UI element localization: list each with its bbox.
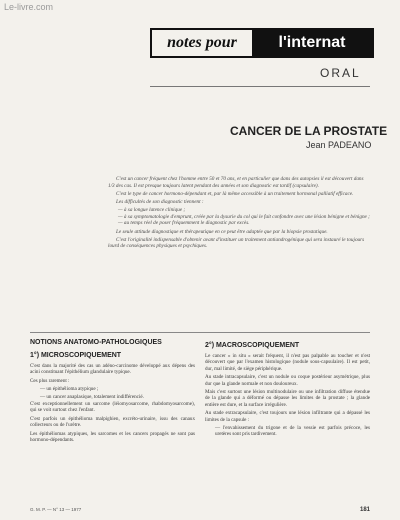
section-heading: NOTIONS ANATOMO-PATHOLOGIQUES xyxy=(30,339,162,346)
left-column xyxy=(30,338,195,445)
subsection-heading: 1°) MICROSCOPIQUEMENT xyxy=(30,352,122,359)
footer-source: G. M. P. — N° 13 — 1977 xyxy=(30,507,82,512)
body-paragraph: Ces plus rarement : xyxy=(30,377,70,384)
intro-list xyxy=(108,207,370,227)
banner-right-text: l'internat xyxy=(252,30,372,56)
list-item: — un épithélioma atypique ; xyxy=(40,386,99,393)
list-item: — à sa symptomatologie d'emprunt, créée par la dysurie du col qui le fait confondre avec une lésion bénigne et bénigne ; xyxy=(118,213,370,220)
list-item: — à sa longue latence clinique ; xyxy=(118,207,186,214)
right-column xyxy=(205,338,370,439)
article-author: Jean PADEANO xyxy=(306,140,372,150)
body-paragraph: Les épithéliomas atypiques, les sarcomes et les cancers propagés ne sont pas hormono-dépendants. xyxy=(30,430,195,444)
watermark: Le-livre.com xyxy=(4,2,54,12)
body-paragraph: Mais c'est surtout une lésion multinodulaire ou une infiltration diffuse étendue de la glande qui a déformé ou dépasse les limites de la prostate ; la glande entière est dure, et la surface irrégulière. xyxy=(205,389,370,408)
intro-text xyxy=(108,176,370,252)
body-paragraph: C'est dans la majorité des cas un adéno-carcinome développé aux dépens des acini constituant l'épithélium glandulaire typique. xyxy=(30,363,195,376)
list-item: — l'envahissement du trigone et de la vessie est parfois précoce, les uretères sont pris tardivement. xyxy=(215,425,370,438)
body-paragraph: C'est parfois un épithélioma malpighien, excréto-urinaire, issu des canaux collecteurs ou de l'urètre. xyxy=(30,415,195,429)
page-footer xyxy=(30,507,370,513)
body-paragraph: Le cancer « in situ » serait fréquent, il n'est pas palpable au toucher et n'est découvert que par l'examen histologique (nodule sous-capsulaire). Il est petit, dur, mal limité, de siège périphérique. xyxy=(205,353,370,372)
section-label: ORAL xyxy=(320,66,361,80)
section-divider xyxy=(30,332,370,333)
intro-paragraph: C'est l'originalité indispensable d'obtenir avant d'instituer un traitement antiandrogénique qui sera instauré le toujours lourd de conséquences physiques et psychiques. xyxy=(108,236,365,250)
banner-left-text: notes pour xyxy=(167,34,237,51)
list-item: — un cancer anaplasique, totalement indifférencié. xyxy=(40,393,144,400)
list-item: — au temps réel de poser fréquemment le diagnostic par excès. xyxy=(118,220,250,227)
article-title: CANCER DE LA PROSTATE xyxy=(230,124,388,138)
header-divider xyxy=(150,86,370,87)
intro-paragraph: C'est le type de cancer hormono-dépendant et, par là même accessible à un traitement hormonal palliatif efficace. xyxy=(116,190,354,197)
body-paragraph: Au stade extracapsulaire, c'est toujours une lésion infiltrante qui a dépassé les limites de la capsule : xyxy=(205,410,370,423)
intro-paragraph: C'est un cancer fréquent chez l'homme entre 50 et 70 ans, et en particulier que dans des autopsies il est découvert dans 1/3 des cas. Il est presque toujours latent pendant des années et son diagnostic est tardif (capsulaire). xyxy=(108,176,364,189)
page-number: 181 xyxy=(359,507,370,513)
body-paragraph: C'est exceptionnellement un sarcome (léiomyosarcome, rhabdomyosarcome), qui se voit surtout chez l'enfant. xyxy=(30,401,195,414)
intro-paragraph: Le seule attitude diagnostique et thérapeutique en ce peut être adaptée que par la biopsie prostatique. xyxy=(116,228,328,235)
body-paragraph: Au stade intracapsulaire, c'est un nodule ou coque postérieur asymétrique, plus dur que la glande normale et non douloureux. xyxy=(205,374,370,387)
section-banner xyxy=(150,28,374,58)
intro-paragraph: Les difficultés de son diagnostic tiennent : xyxy=(116,198,204,205)
subsection-heading: 2°) MACROSCOPIQUEMENT xyxy=(205,342,300,349)
